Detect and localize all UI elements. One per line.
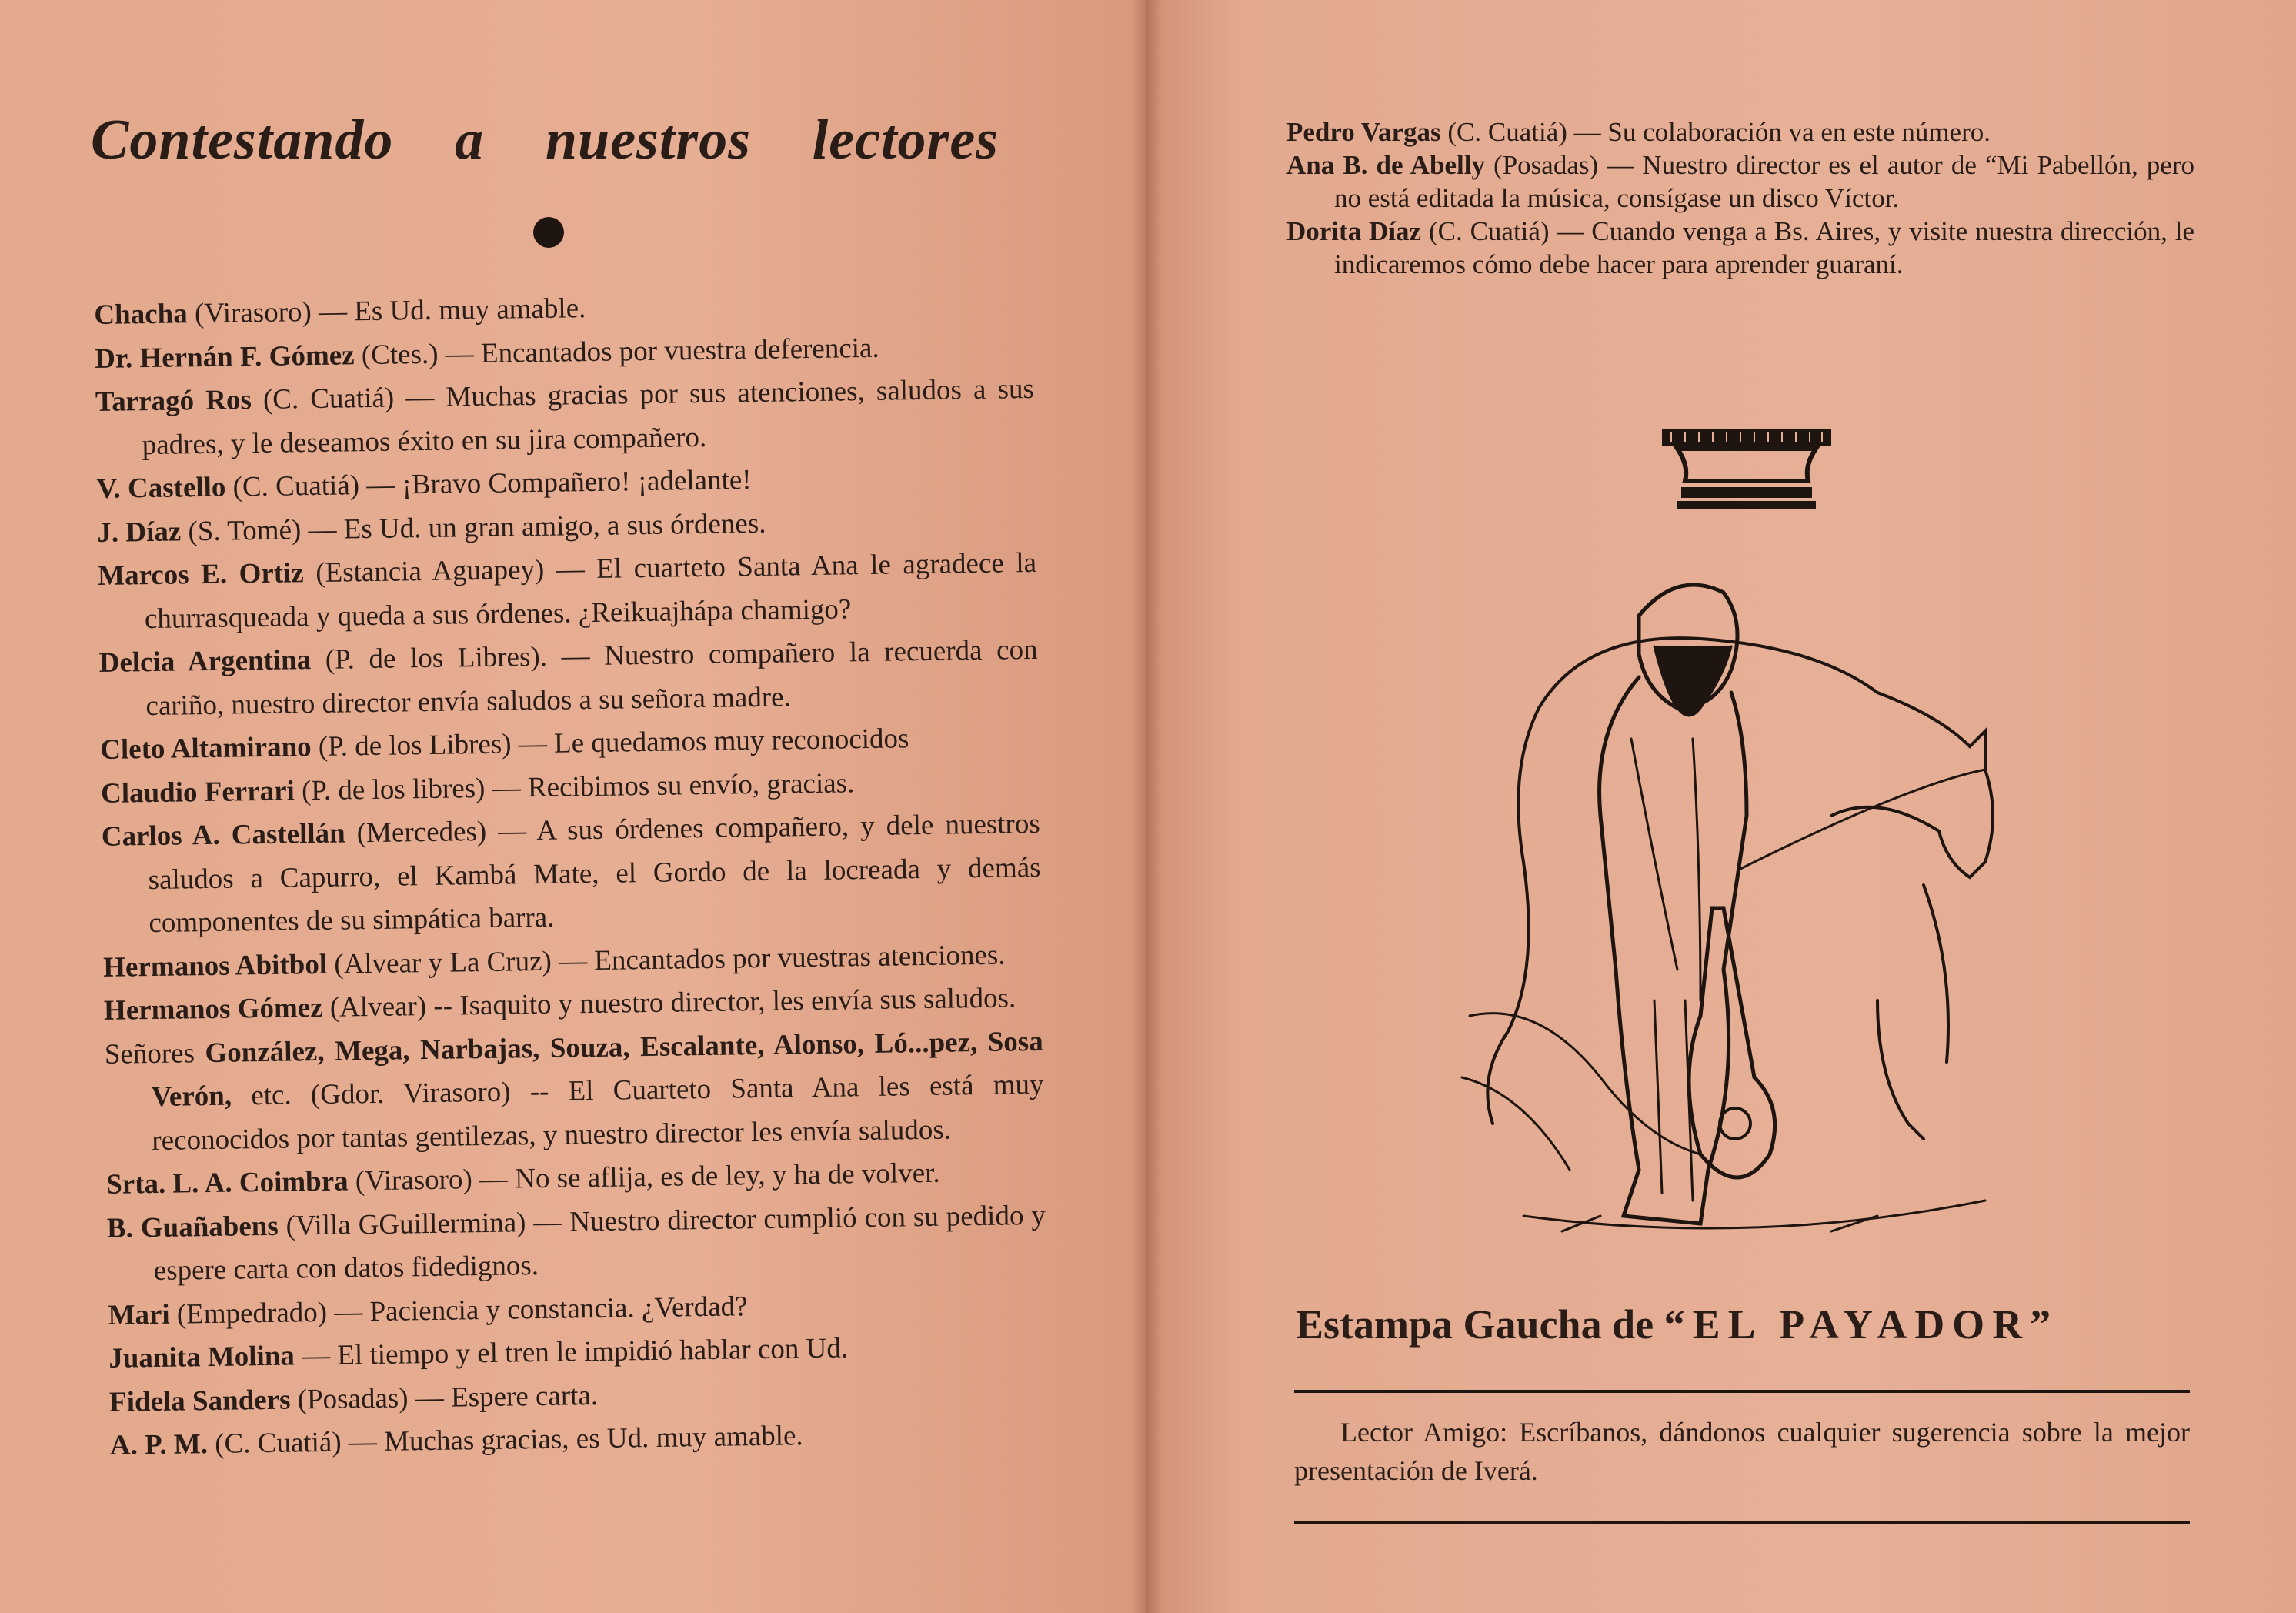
reply-entry xyxy=(1286,115,2194,149)
reader-replies-list xyxy=(94,281,1049,1468)
page-gutter xyxy=(1131,0,1162,1613)
reply-entry xyxy=(98,629,1038,729)
reader-name: Delcia Argentina xyxy=(98,644,312,679)
reader-name: A. P. M. xyxy=(109,1428,209,1461)
reply-entry xyxy=(107,1194,1046,1294)
reader-name: Cleto Altamirano xyxy=(99,731,312,766)
reply-text: (Estancia Aguapey) — El cuarteto Santa Ana le agradece la churrasqueada y queda a sus órdenes. ¿Reikuajhápa chamigo? xyxy=(144,546,1037,635)
reply-text: (P. de los Libres) — Le quedamos muy reconocidos xyxy=(311,723,909,763)
reply-entry xyxy=(95,368,1035,468)
reader-name: J. Díaz xyxy=(97,515,182,549)
reader-name: Claudio Ferrari xyxy=(100,774,295,810)
reply-entry xyxy=(101,803,1041,947)
reply-text: (Alvear y La Cruz) — Encantados por vuestras atenciones. xyxy=(326,939,1006,980)
reply-entry xyxy=(104,1020,1044,1164)
reader-name: Marcos E. Ortiz xyxy=(97,557,305,592)
divider-line xyxy=(1294,1390,2190,1393)
reply-text: (Alvear) -- Isaquito y nuestro director, les envía sus saludos. xyxy=(322,982,1016,1024)
reader-note: Lector Amigo: Escríbanos, dándonos cualquier sugerencia sobre la mejor presentación de Iverá. xyxy=(1294,1417,2190,1486)
reply-text: (P. de los Libres). — Nuestro compañero la recuerda con cariño, nuestro director envía saludos a su señora madre. xyxy=(145,633,1038,722)
reader-name: Chacha xyxy=(94,298,188,331)
reader-name: Fidela Sanders xyxy=(108,1384,291,1418)
reply-text: (C. Cuatiá) — Su colaboración va en este número. xyxy=(1440,117,1991,147)
reply-text: (Ctes.) — Encantados por vuestra deferencia. xyxy=(354,332,879,371)
reader-name: Tarragó Ros xyxy=(95,384,252,418)
reply-text: Señores xyxy=(104,1037,205,1070)
reply-text: (C. Cuatiá) — Muchas gracias, es Ud. muy amable. xyxy=(207,1420,803,1461)
reply-text: (C. Cuatiá) — Muchas gracias por sus atenciones, saludos a sus padres, y le deseamos éxito en su jira compañero. xyxy=(142,372,1035,461)
title-word: lectores xyxy=(812,109,999,172)
reply-text: etc. (Gdor. Virasoro) -- El Cuarteto Santa Ana les está muy reconocidos por tantas gentilezas, y nuestro director les envía saludos. xyxy=(152,1068,1044,1157)
reply-text: (Villa GGuillermina) — Nuestro director cumplió con su pedido y espere carta con datos fidedignos. xyxy=(153,1199,1046,1287)
reader-name: B. Guañabens xyxy=(106,1210,279,1244)
reply-text: (Posadas) — Nuestro director es el autor de “Mi Pabellón, pero no está editada la música, consígase un disco Víctor. xyxy=(1334,150,2194,213)
reader-name: Srta. L. A. Coimbra xyxy=(105,1165,349,1201)
reply-text: (Empedrado) — Paciencia y constancia. ¿Verdad? xyxy=(169,1290,748,1331)
reply-entry xyxy=(1286,215,2194,281)
reader-name: Hermanos Abitbol xyxy=(102,948,328,983)
reader-name: Dorita Díaz xyxy=(1286,216,1422,246)
title-word: Contestando xyxy=(91,109,394,172)
bullet-ornament xyxy=(533,217,564,248)
reader-name: González, Mega, Narbajas, Souza, Escalante, Alonso, Ló...pez, Sosa Verón, xyxy=(151,1025,1043,1114)
reply-text: (Mercedes) — A sus órdenes compañero, y dele nuestros saludos a Capurro, el Kambá Mate, el Gordo de la locreada y demás componentes de su simpática barra. xyxy=(148,807,1041,940)
reply-entry xyxy=(98,542,1037,642)
reader-name: Dr. Hernán F. Gómez xyxy=(94,339,355,375)
reply-text: — El tiempo y el tren le impidió hablar con Ud. xyxy=(294,1332,849,1372)
reply-text: (P. de los libres) — Recibimos su envío, gracias. xyxy=(294,766,855,806)
reader-name: Pedro Vargas xyxy=(1286,117,1441,147)
illustration-caption xyxy=(1296,1301,2204,1348)
gaucho-with-horse-illustration xyxy=(1447,539,2077,1270)
reply-text: (Virasoro) — Es Ud. muy amable. xyxy=(187,292,586,330)
reader-name: Mari xyxy=(108,1298,170,1331)
title-word: a xyxy=(455,109,485,172)
reply-text: (C. Cuatiá) — ¡Bravo Compañero! ¡adelante! xyxy=(225,464,752,503)
page-title xyxy=(91,108,999,173)
caption-title: “EL PAYADOR” xyxy=(1664,1301,2059,1348)
reader-name: Hermanos Gómez xyxy=(103,991,323,1027)
reader-replies-continued xyxy=(1286,115,2194,281)
reply-text: (Virasoro) — No se aflija, es de ley, y ha de volver. xyxy=(348,1157,940,1197)
caption-prefix: Estampa Gaucha de xyxy=(1296,1301,1664,1348)
reader-name: V. Castello xyxy=(96,471,226,505)
title-word: nuestros xyxy=(545,109,752,172)
reply-entry xyxy=(1286,149,2194,215)
reply-text: (S. Tomé) — Es Ud. un gran amigo, a sus órdenes. xyxy=(180,507,766,547)
reader-name: Carlos A. Castellán xyxy=(101,817,345,853)
reply-text: (Posadas) — Espere carta. xyxy=(290,1379,599,1416)
reply-text: (C. Cuatiá) — Cuando venga a Bs. Aires, y visite nuestra dirección, le indicaremos cómo debe hacer para aprender guaraní. xyxy=(1334,216,2194,279)
divider-line xyxy=(1294,1521,2190,1524)
reader-name: Juanita Molina xyxy=(108,1340,295,1374)
left-page xyxy=(0,0,1146,1613)
column-capital-ornament xyxy=(1662,427,1831,512)
reader-name: Ana B. de Abelly xyxy=(1286,150,1485,180)
